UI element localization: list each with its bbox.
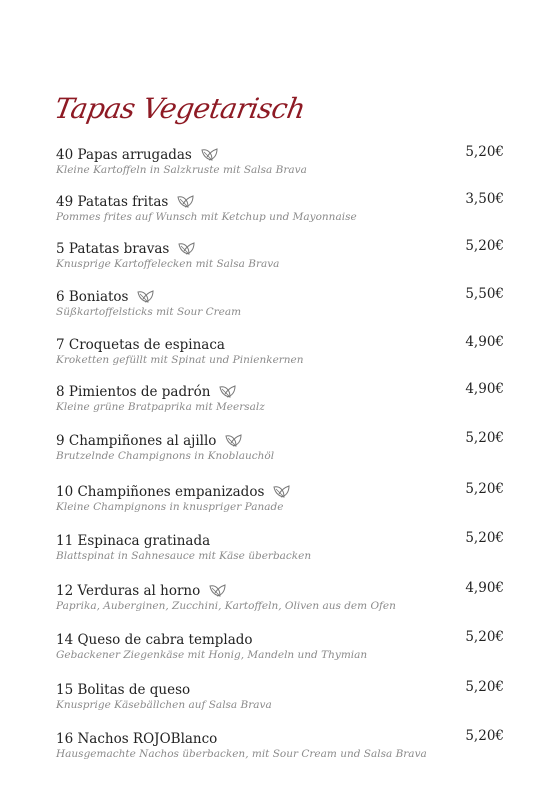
menu-item-name-wrap bbox=[56, 384, 236, 400]
menu-item-name-wrap bbox=[56, 583, 226, 599]
menu-item-row bbox=[56, 334, 504, 352]
menu-item-name-wrap bbox=[56, 484, 290, 500]
menu-item-price: 5,20€ bbox=[465, 481, 504, 497]
menu-item-description: Süßkartoffelsticks mit Sour Cream bbox=[56, 306, 242, 318]
leaf-icon bbox=[218, 384, 236, 400]
menu-item-description: Brutzelnde Champignons in Knoblauchöl bbox=[56, 450, 275, 462]
leaf-icon bbox=[177, 241, 195, 257]
menu-item-description: Gebackener Ziegenkäse mit Honig, Mandeln und Thymian bbox=[56, 649, 368, 661]
menu-section-title: Tapas Vegetarisch bbox=[52, 92, 308, 125]
leaf-icon bbox=[272, 484, 290, 500]
menu-item bbox=[56, 530, 504, 562]
menu-item-row bbox=[56, 530, 504, 548]
menu-item-name: 8 Pimientos de padrón bbox=[56, 384, 211, 400]
menu-item-price: 5,20€ bbox=[465, 530, 504, 546]
menu-item-name: 16 Nachos ROJOBlanco bbox=[56, 731, 218, 747]
menu-item bbox=[56, 679, 504, 711]
menu-item-price: 5,20€ bbox=[465, 238, 504, 254]
menu-item-description: Kleine grüne Bratpaprika mit Meersalz bbox=[56, 401, 265, 413]
menu-item-price: 3,50€ bbox=[465, 191, 504, 207]
menu-item-name: 15 Bolitas de queso bbox=[56, 682, 191, 698]
menu-item-description: Knusprige Käsebällchen auf Salsa Brava bbox=[56, 699, 272, 711]
menu-item-name-wrap bbox=[56, 241, 195, 257]
menu-item-name: 10 Champiñones empanizados bbox=[56, 484, 265, 500]
menu-item-row bbox=[56, 381, 504, 399]
menu-item-price: 4,90€ bbox=[465, 580, 504, 596]
menu-item-name-wrap bbox=[56, 147, 218, 163]
menu-item-name-wrap bbox=[56, 632, 253, 648]
menu-item bbox=[56, 334, 504, 366]
menu-item-price: 5,20€ bbox=[465, 430, 504, 446]
menu-item-row bbox=[56, 191, 504, 209]
menu-item-description: Kleine Kartoffeln in Salzkruste mit Salsa Brava bbox=[56, 164, 307, 176]
menu-item-price: 5,20€ bbox=[465, 679, 504, 695]
menu-item bbox=[56, 286, 504, 318]
menu-item-name: 7 Croquetas de espinaca bbox=[56, 337, 225, 353]
menu-item-name-wrap bbox=[56, 433, 242, 449]
leaf-icon bbox=[136, 289, 154, 305]
menu-item-price: 5,20€ bbox=[465, 144, 504, 160]
menu-item bbox=[56, 580, 504, 612]
menu-item-price: 5,20€ bbox=[465, 728, 504, 744]
menu-item-name-wrap bbox=[56, 337, 225, 353]
menu-item-name-wrap bbox=[56, 533, 210, 549]
menu-item-name: 40 Papas arrugadas bbox=[56, 147, 192, 163]
menu-item-description: Pommes frites auf Wunsch mit Ketchup und Mayonnaise bbox=[56, 211, 357, 223]
menu-item-name: 9 Champiñones al ajillo bbox=[56, 433, 217, 449]
menu-item bbox=[56, 728, 504, 760]
leaf-icon bbox=[176, 194, 194, 210]
menu-item-row bbox=[56, 728, 504, 746]
menu-item-row bbox=[56, 238, 504, 256]
menu-item-name-wrap bbox=[56, 731, 217, 747]
menu-item-name-wrap bbox=[56, 682, 190, 698]
menu-item bbox=[56, 430, 504, 462]
menu-item-price: 4,90€ bbox=[465, 334, 504, 350]
menu-item-row bbox=[56, 286, 504, 304]
menu-item bbox=[56, 481, 504, 513]
menu-item bbox=[56, 191, 504, 223]
menu-item bbox=[56, 238, 504, 270]
leaf-icon bbox=[208, 583, 226, 599]
menu-item-row bbox=[56, 144, 504, 162]
menu-item-price: 5,50€ bbox=[465, 286, 504, 302]
leaf-icon bbox=[200, 147, 218, 163]
menu-item-description: Paprika, Auberginen, Zucchini, Kartoffeln, Oliven aus dem Ofen bbox=[56, 600, 396, 612]
menu-item-description: Kleine Champignons in knuspriger Panade bbox=[56, 501, 284, 513]
menu-item-name: 14 Queso de cabra templado bbox=[56, 632, 253, 648]
menu-item bbox=[56, 629, 504, 661]
menu-item-row bbox=[56, 629, 504, 647]
menu-item-name: 49 Patatas fritas bbox=[56, 194, 169, 210]
menu-item-description: Blattspinat in Sahnesauce mit Käse überbacken bbox=[56, 550, 312, 562]
menu-item-description: Hausgemachte Nachos überbacken, mit Sour Cream und Salsa Brava bbox=[56, 748, 427, 760]
menu-item-name-wrap bbox=[56, 194, 194, 210]
menu-item-name: 11 Espinaca gratinada bbox=[56, 533, 211, 549]
menu-item-name-wrap bbox=[56, 289, 154, 305]
menu-item-price: 5,20€ bbox=[465, 629, 504, 645]
menu-item-row bbox=[56, 481, 504, 499]
menu-item-price: 4,90€ bbox=[465, 381, 504, 397]
menu-item bbox=[56, 144, 504, 176]
menu-item-name: 5 Patatas bravas bbox=[56, 241, 170, 257]
menu-item-description: Kroketten gefüllt mit Spinat und Pinienkernen bbox=[56, 354, 304, 366]
leaf-icon bbox=[224, 433, 242, 449]
menu-item-name: 12 Verduras al horno bbox=[56, 583, 201, 599]
menu-item-name: 6 Boniatos bbox=[56, 289, 129, 305]
menu-item bbox=[56, 381, 504, 413]
menu-item-row bbox=[56, 430, 504, 448]
menu-item-row bbox=[56, 580, 504, 598]
menu-item-row bbox=[56, 679, 504, 697]
menu-item-description: Knusprige Kartoffelecken mit Salsa Brava bbox=[56, 258, 280, 270]
